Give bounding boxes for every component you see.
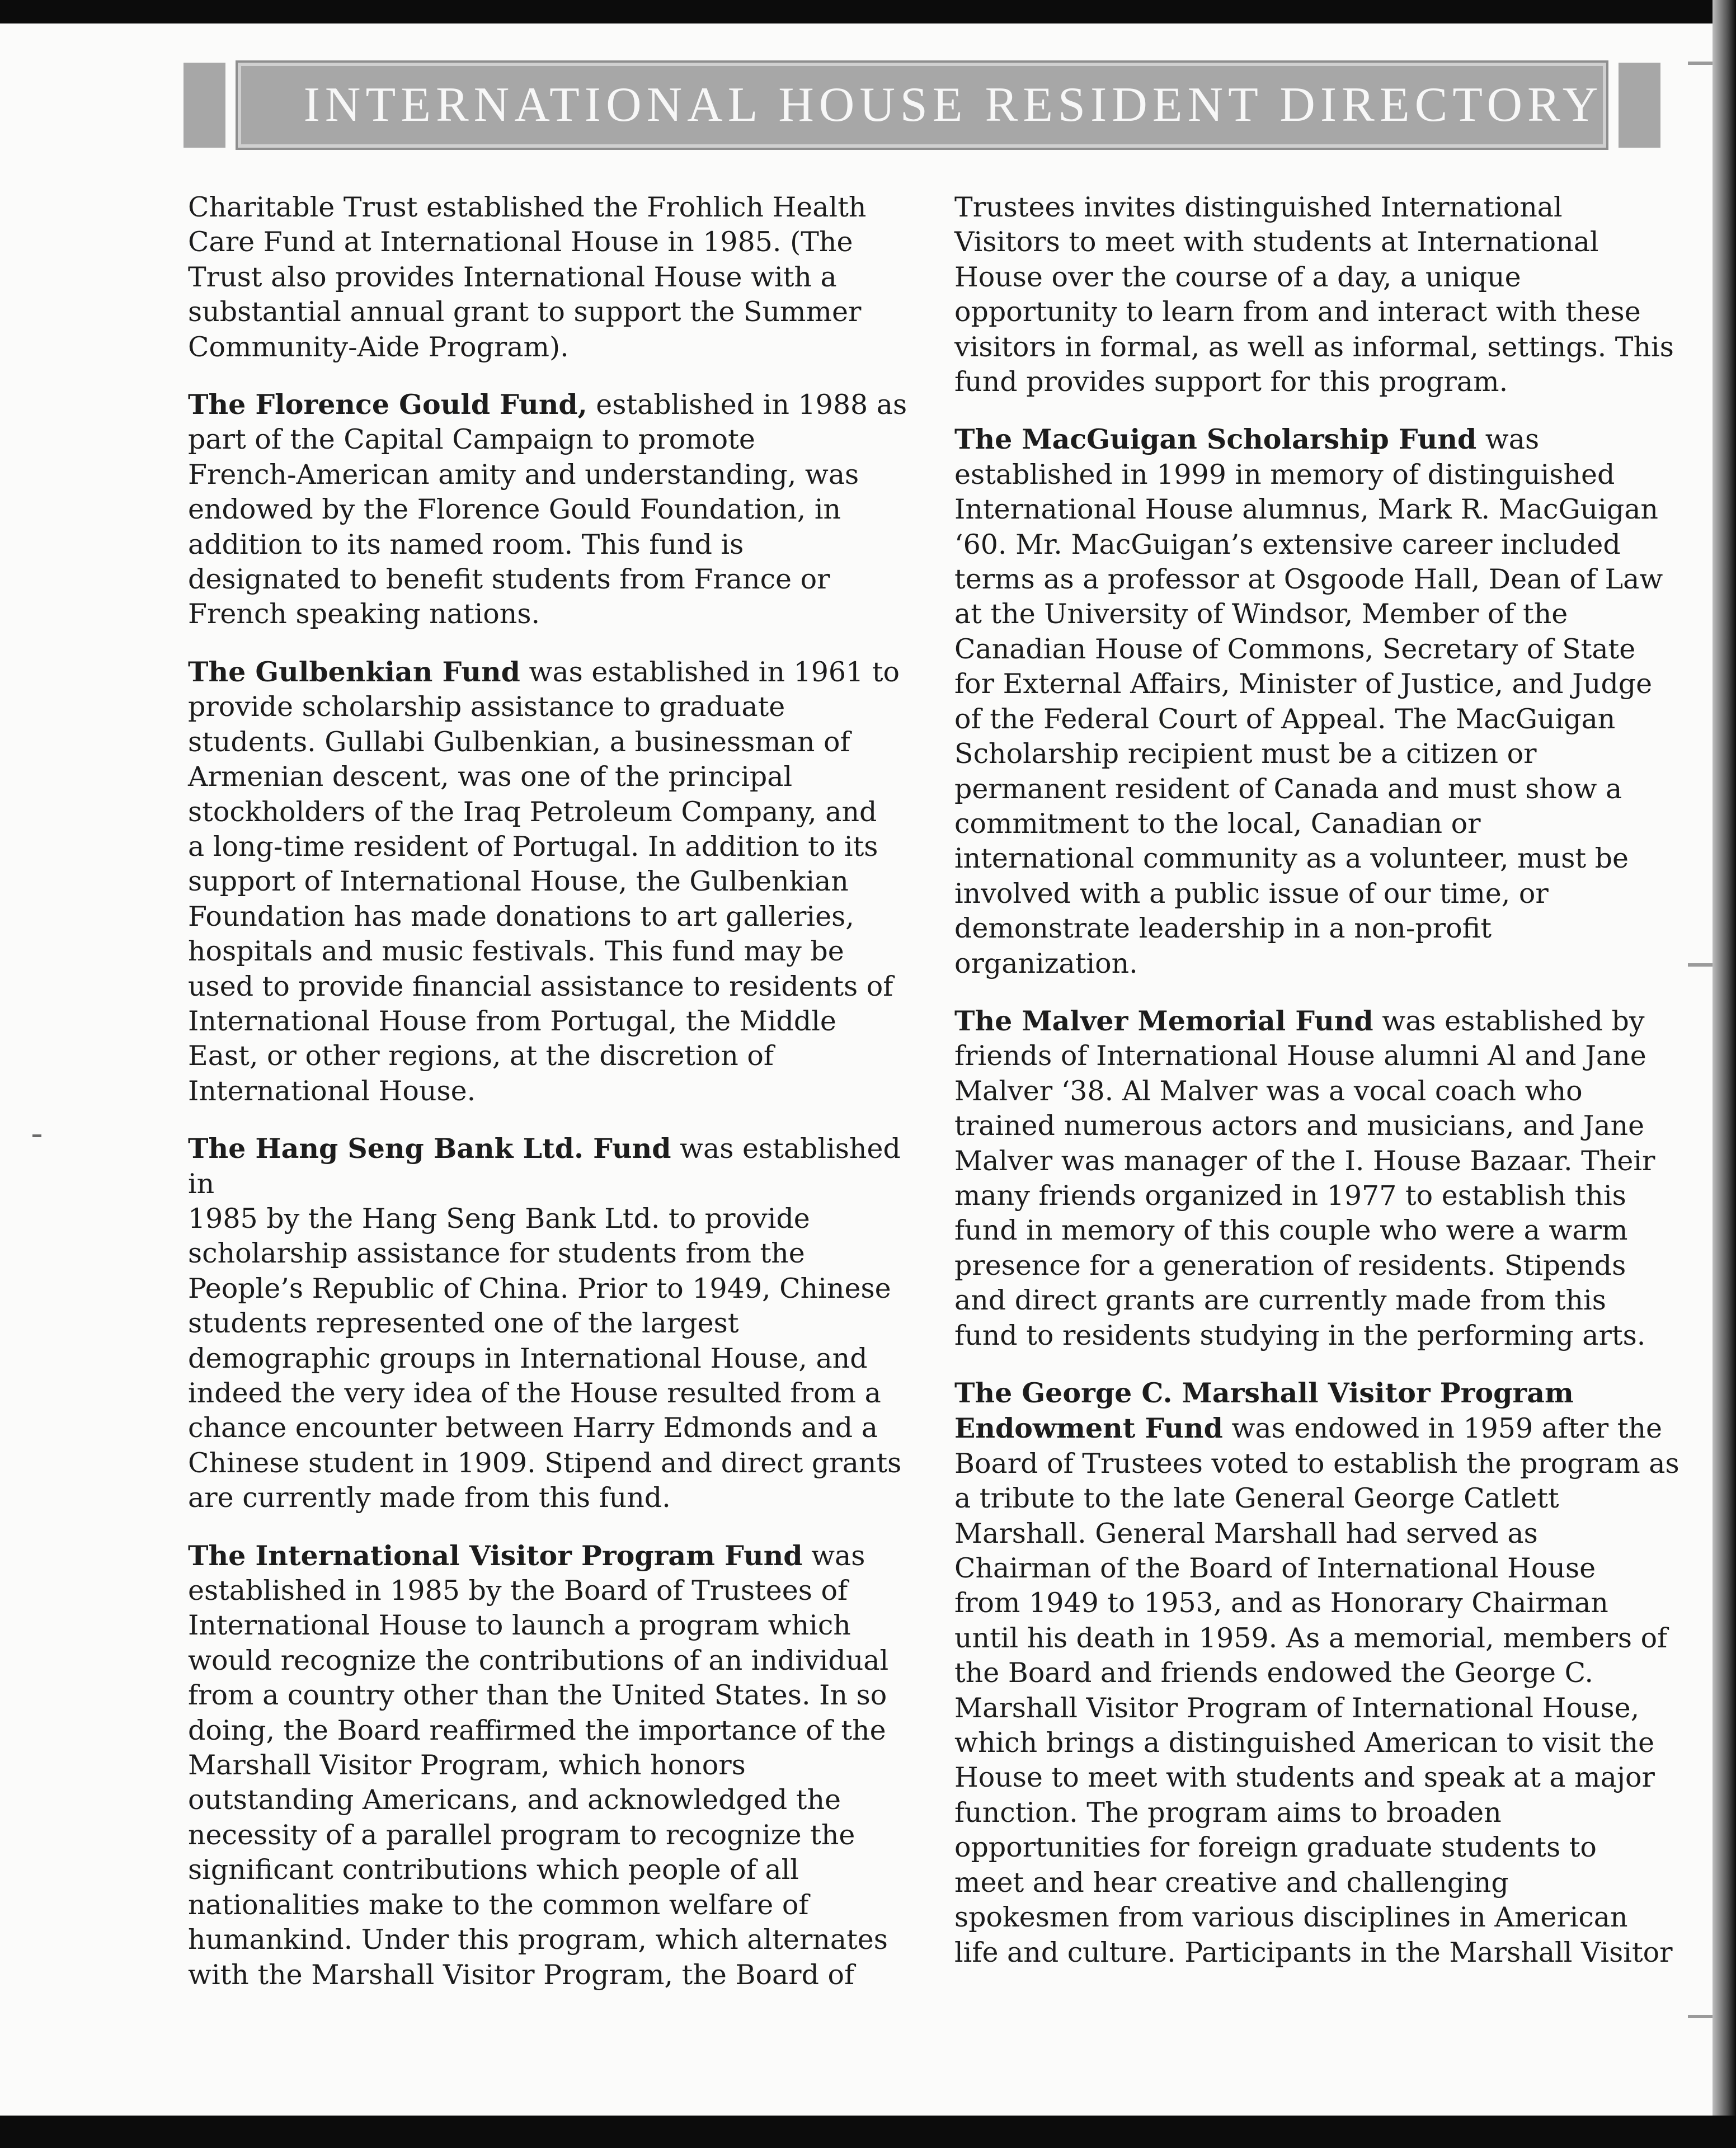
fund-paragraph	[188, 1538, 926, 1992]
paragraph-body: was established in 1961 to provide scholarship assistance to graduate students. Gullabi Gulbenkian, a businessman of Armenian descent, was one of the principal stockholders of the Iraq Petroleum Company, and a long-time resident of Portugal. In addition to its support of International House, the Gulbenkian Foundation has made donations to art galleries, hospitals and music festivals. This fund may be used to provide financial assistance to residents of International House from Portugal, the Middle East, or other regions, at the discretion of International House.	[188, 656, 900, 1107]
fund-title: The Malver Memorial Fund	[954, 1004, 1373, 1037]
fund-paragraph	[188, 190, 926, 365]
fund-paragraph	[954, 422, 1693, 981]
fund-title: The George C. Marshall Visitor Program Endowment Fund	[954, 1377, 1574, 1445]
header-title-box	[238, 63, 1607, 148]
scan-border-top	[0, 0, 1736, 23]
paragraph-body: established in 1988 as part of the Capital Campaign to promote French-American amity and understanding, was endowed by the Florence Gould Foundation, in addition to its named room. This fund is designated to benefit students from France or French speaking nations.	[188, 389, 907, 630]
paragraph-body: was established in 1985 by the Hang Seng Bank Ltd. to provide scholarship assistance for students from the People’s Republic of China. Prior to 1949, Chinese students represented one of the largest demographic groups in International House, and indeed the very idea of the House resulted from a chance encounter between Harry Edmonds and a Chinese student in 1909. Stipend and direct grants are currently made from this fund.	[188, 1133, 902, 1514]
right-column	[954, 190, 1693, 1992]
fund-paragraph	[954, 190, 1693, 399]
paragraph-body: was established in 1985 by the Board of Trustees of International House to launch a program which would recognize the contributions of an individual from a country other than the United States. In so doing, the Board reaffirmed the importance of the Marshall Visitor Program, which honors outstanding Americans, and acknowledged the necessity of a parallel program to recognize the significant contributions which people of all nationalities make to the common welfare of humankind. Under this program, which alternates with the Marshall Visitor Program, the Board of	[188, 1539, 889, 1991]
fund-paragraph	[954, 1004, 1693, 1353]
page-edge-mark	[1688, 2015, 1713, 2018]
paragraph-body: was established by friends of International House alumni Al and Jane Malver ‘38. Al Malver was a vocal coach who trained numerous actors and musicians, and Jane Malver was manager of the I. House Bazaar. Their many friends organized in 1977 to establish this fund in memory of this couple who were a warm presence for a generation of residents. Stipends and direct grants are currently made from this fund to residents studying in the performing arts.	[954, 1005, 1655, 1351]
fund-title: The MacGuigan Scholarship Fund	[954, 423, 1477, 456]
paragraph-body: was endowed in 1959 after the Board of Trustees voted to establish the program as a tribute to the late General George Catlett Marshall. General Marshall had served as Chairman of the Board of International House from 1949 to 1953, and as Honorary Chairman until his death in 1959. As a memorial, members of the Board and friends endowed the George C. Marshall Visitor Program of International House, which brings a distinguished American to visit the House to meet with students and speak at a major function. The program aims to broaden opportunities for foreign graduate students to meet and hear creative and challenging spokesmen from various disciplines in American life and culture. Participants in the Marshall Visitor	[954, 1412, 1679, 1968]
paragraph-body: was established in 1999 in memory of distinguished International House alumnus, Mark R. MacGuigan ‘60. Mr. MacGuigan’s extensive career included terms as a professor at Osgoode Hall, Dean of Law at the University of Windsor, Member of the Canadian House of Commons, Secretary of State for External Affairs, Minister of Justice, and Judge of the Federal Court of Appeal. The MacGuigan Scholarship recipient must be a citizen or permanent resident of Canada and must show a commitment to the local, Canadian or international community as a volunteer, must be involved with a public issue of our time, or demonstrate leadership in a non-profit organization.	[954, 423, 1663, 979]
fund-title: The Gulbenkian Fund	[188, 655, 520, 688]
directory-header	[184, 63, 1660, 148]
fund-paragraph	[188, 654, 926, 1109]
paragraph-body: Trustees invites distinguished International Visitors to meet with students at International House over the course of a day, a unique opportunity to learn from and interact with these visitors in formal, as well as informal, settings. This fund provides support for this program.	[954, 191, 1674, 398]
scan-border-right	[1713, 0, 1736, 2148]
fund-paragraph	[954, 1376, 1693, 1970]
page-title: INTERNATIONAL HOUSE RESIDENT DIRECTORY	[303, 78, 1603, 132]
fund-title: The International Visitor Program Fund	[188, 1539, 803, 1572]
fund-title: The Hang Seng Bank Ltd. Fund	[188, 1132, 671, 1165]
margin-tick	[32, 1134, 41, 1137]
fund-paragraph	[188, 1131, 926, 1515]
fund-paragraph	[188, 387, 926, 632]
left-column	[188, 190, 926, 2015]
header-block-right	[1619, 63, 1660, 148]
scan-border-bottom	[0, 2116, 1736, 2148]
page-edge-mark	[1688, 62, 1713, 65]
header-block-left	[184, 63, 225, 148]
paragraph-body: Charitable Trust established the Frohlich Health Care Fund at International House in 1985. (The Trust also provides International House with a substantial annual grant to support the Summer Community-Aide Program).	[188, 191, 867, 363]
fund-title: The Florence Gould Fund,	[188, 388, 587, 421]
